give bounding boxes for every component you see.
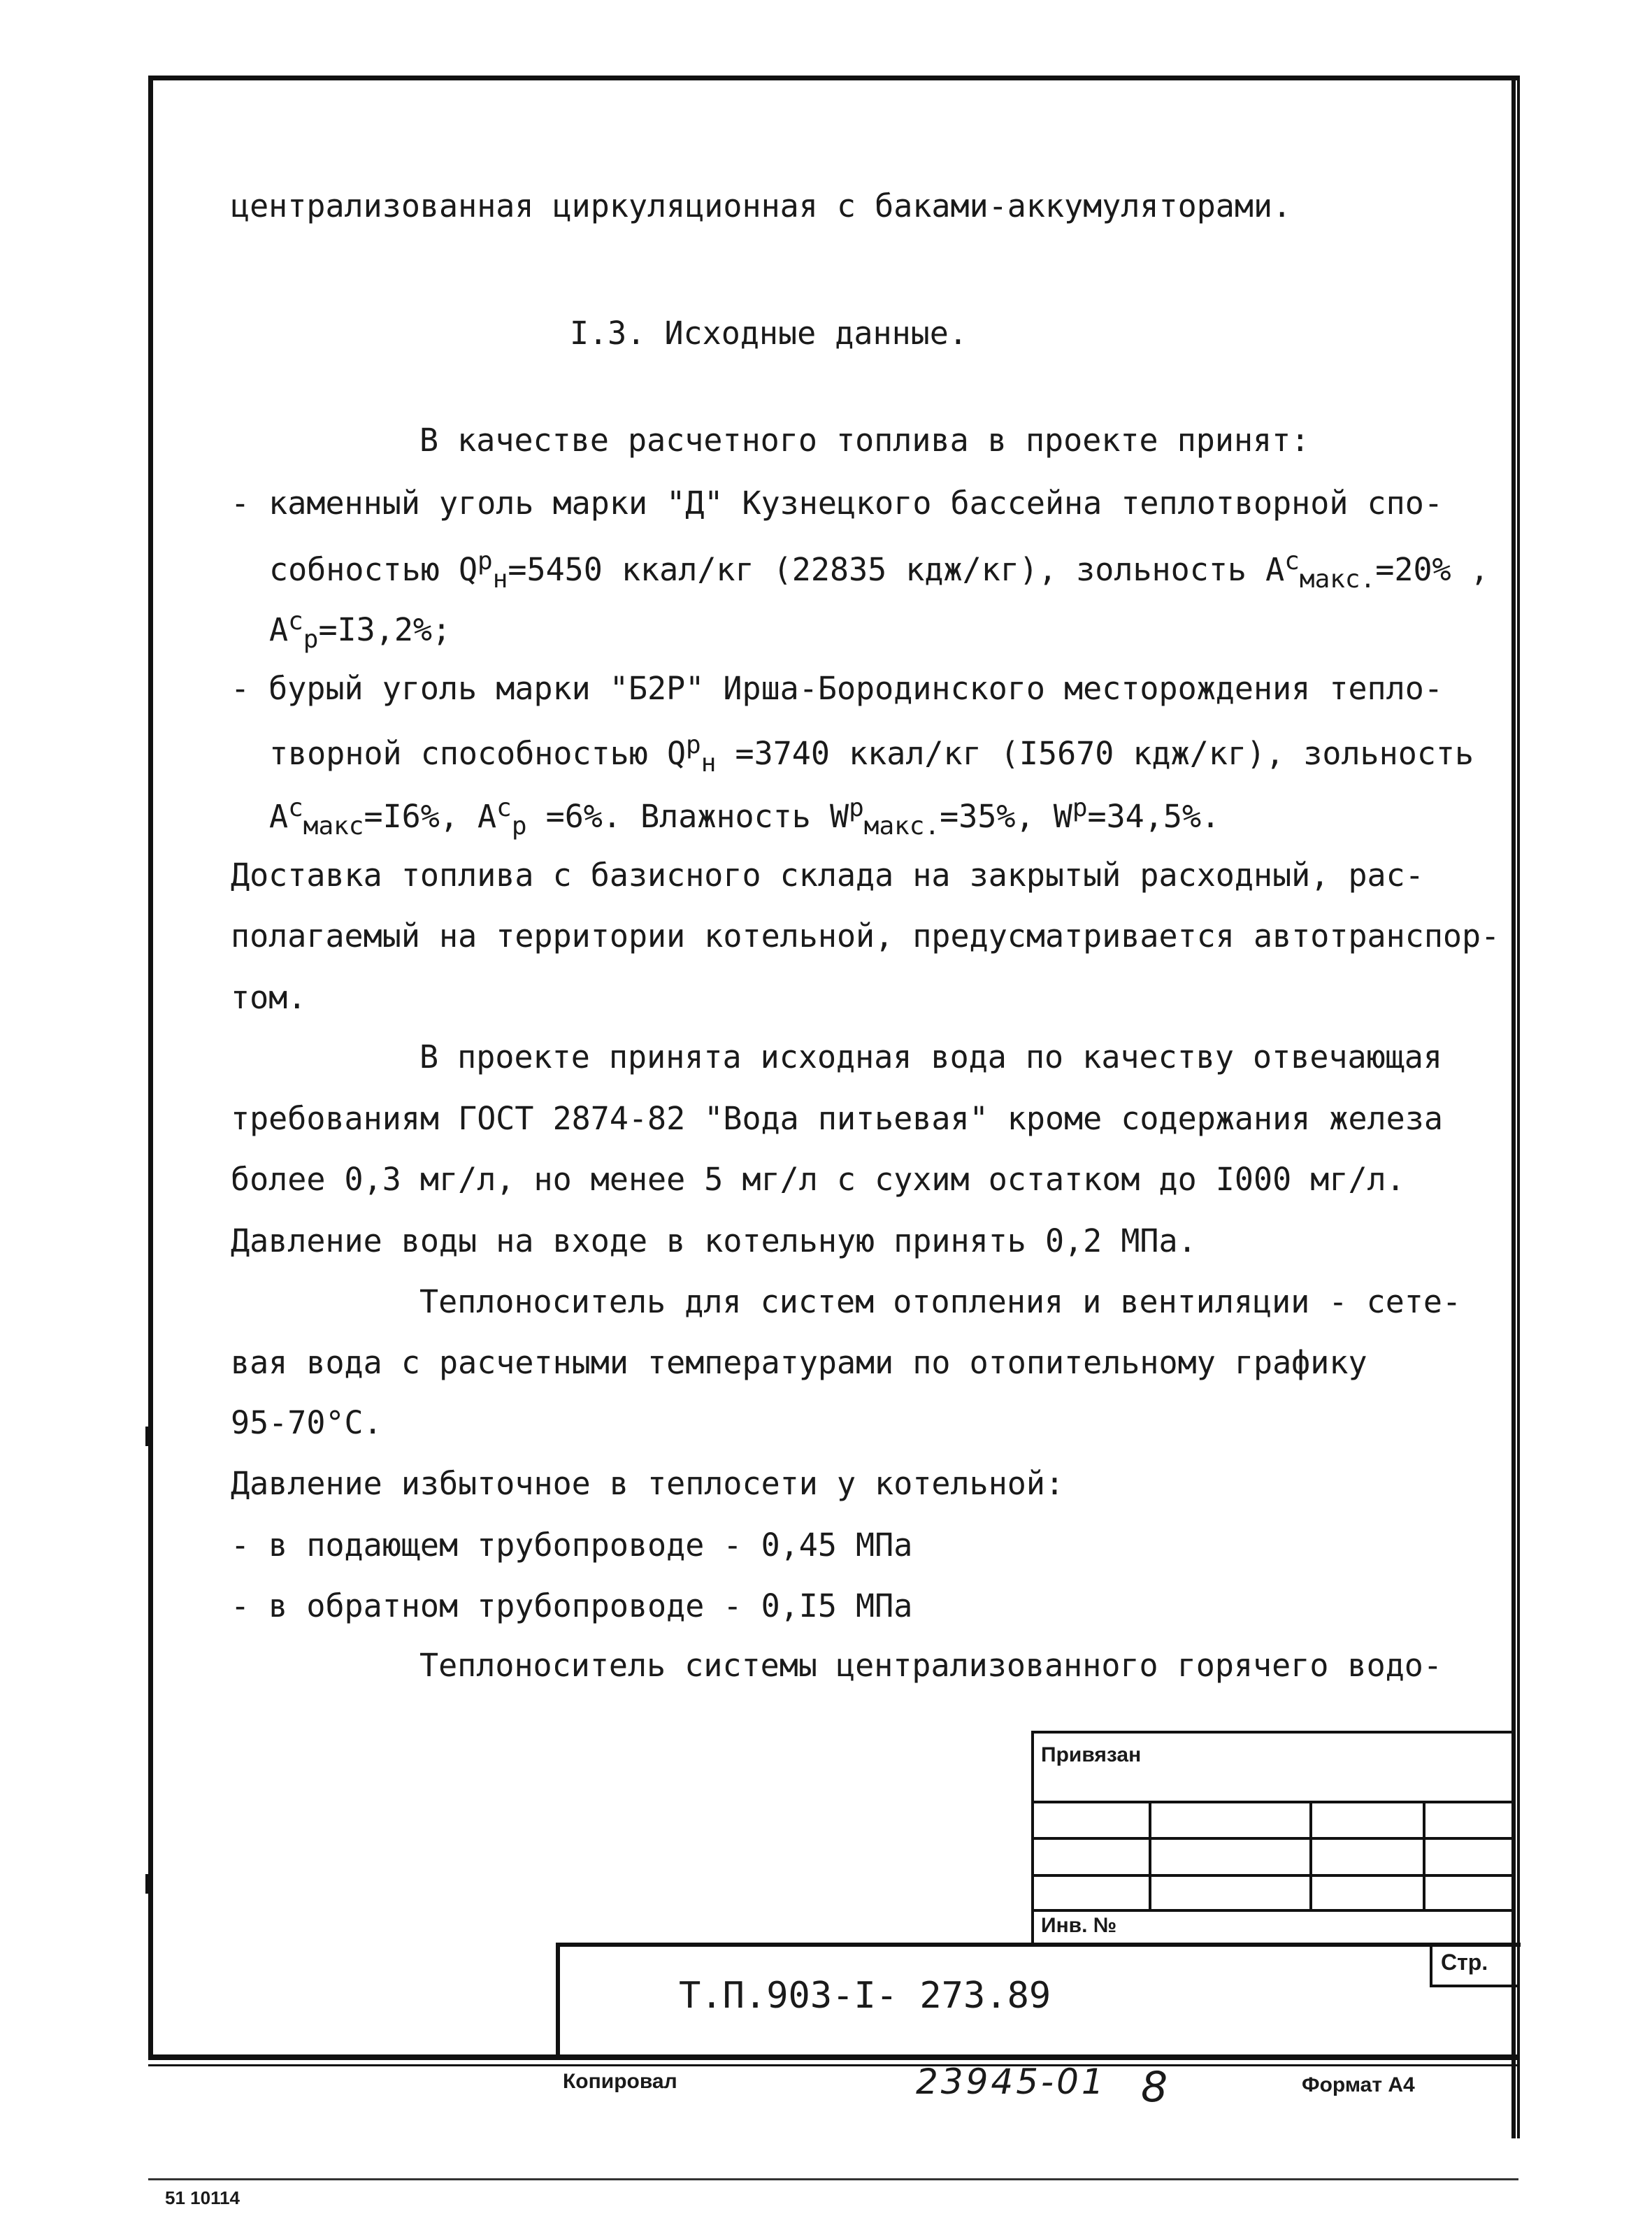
- section-title: I.3. Исходные данные.: [570, 315, 968, 352]
- title-block-rule: [1031, 1731, 1514, 1734]
- delivery-line1: Доставка топлива с базисного склада на закрытый расходный, рас-: [231, 857, 1424, 894]
- pressure-line3: - в обратном трубопроводе - 0,I5 МПа: [231, 1587, 913, 1624]
- bottom-id: 51 10114: [165, 2187, 240, 2208]
- coal2-line1: - бурый уголь марки "Б2Р" Ирша-Бородинского месторождения тепло-: [231, 670, 1443, 707]
- page-bottom-line: [148, 2178, 1518, 2180]
- handwritten-number: 23945-01: [916, 2061, 1107, 2102]
- coal2-line3: $А^с_{макс}=I6\%$, $А^с_р =6\%$. Влажность $W^р_{макс.}=35\%$, $W^р=34,5\%$.: [269, 794, 1221, 841]
- coal1-line2: собностью $Q^р_н=5450$ ккал/кг (22835 кдж/кг), зольность $А^с_{макс.}=20\%$ ,: [269, 547, 1489, 594]
- inventory-number-label: Инв. №: [1041, 1914, 1117, 1937]
- title-block-rule: [1031, 1837, 1514, 1840]
- heat-line2: вая вода с расчетными температурами по отопительному графику: [231, 1344, 1367, 1381]
- pressure-line1: Давление избыточное в теплосети у котельной:: [231, 1465, 1065, 1502]
- page-number-box: [1430, 1943, 1520, 1987]
- text-line-top: централизованная циркуляционная с баками-аккумуляторами.: [231, 187, 1292, 224]
- title-block-vline: [1149, 1801, 1151, 1909]
- heat-line3: 95-70°С.: [231, 1404, 382, 1441]
- coal2-line2: творной способностью $Q^р_н =3740$ ккал/кг (I5670 кдж/кг), зольность: [269, 731, 1474, 778]
- page-frame-bottom-thin: [148, 2064, 1518, 2066]
- pressure-line2: - в подающем трубопроводе - 0,45 МПа: [231, 1527, 913, 1564]
- copied-by-label: Копировал: [563, 2070, 677, 2093]
- delivery-line3: том.: [231, 979, 307, 1016]
- water-line2: требованиям ГОСТ 2874-82 "Вода питьевая" кроме содержания железа: [231, 1100, 1443, 1137]
- coal1-line3: $А^с_р=I3,2\%$;: [269, 607, 452, 654]
- binding-mark: [145, 1427, 151, 1446]
- document-code-stamp: [556, 1943, 1521, 2058]
- title-block-vline: [1309, 1801, 1312, 1909]
- coal1-line1: - каменный уголь марки "Д" Кузнецкого бассейна теплотворной спо-: [231, 485, 1443, 522]
- delivery-line2: полагаемый на территории котельной, предусматривается автотранспор-: [231, 917, 1500, 955]
- hotwater-line1: Теплоноситель системы централизованного горячего водо-: [419, 1647, 1442, 1684]
- water-line1: В проекте принята исходная вода по качеству отвечающая: [419, 1038, 1442, 1075]
- title-block-rule: [1031, 1909, 1514, 1912]
- page-label: Стр.: [1441, 1950, 1488, 1975]
- binding-mark: [145, 1874, 151, 1894]
- document-code: Т.П.903-I- 273.89: [679, 1975, 1051, 2017]
- handwritten-page-number: 8: [1141, 2063, 1171, 2112]
- title-block-vline: [1031, 1731, 1034, 1944]
- water-line3: более 0,3 мг/л, но менее 5 мг/л с сухим остатком до I000 мг/л.: [231, 1161, 1405, 1198]
- paragraph-fuel-intro: В качестве расчетного топлива в проекте принят:: [419, 422, 1310, 459]
- water-line4: Давление воды на входе в котельную принять 0,2 МПа.: [231, 1222, 1197, 1259]
- title-block-rule: [1031, 1801, 1514, 1803]
- heat-line1: Теплоноситель для систем отопления и вентиляции - сете-: [419, 1283, 1462, 1320]
- title-block-rule: [1031, 1874, 1514, 1877]
- privyazan-label: Привязан: [1041, 1743, 1142, 1766]
- title-block-vline: [1423, 1801, 1425, 1909]
- format-label: Формат А4: [1302, 2073, 1415, 2096]
